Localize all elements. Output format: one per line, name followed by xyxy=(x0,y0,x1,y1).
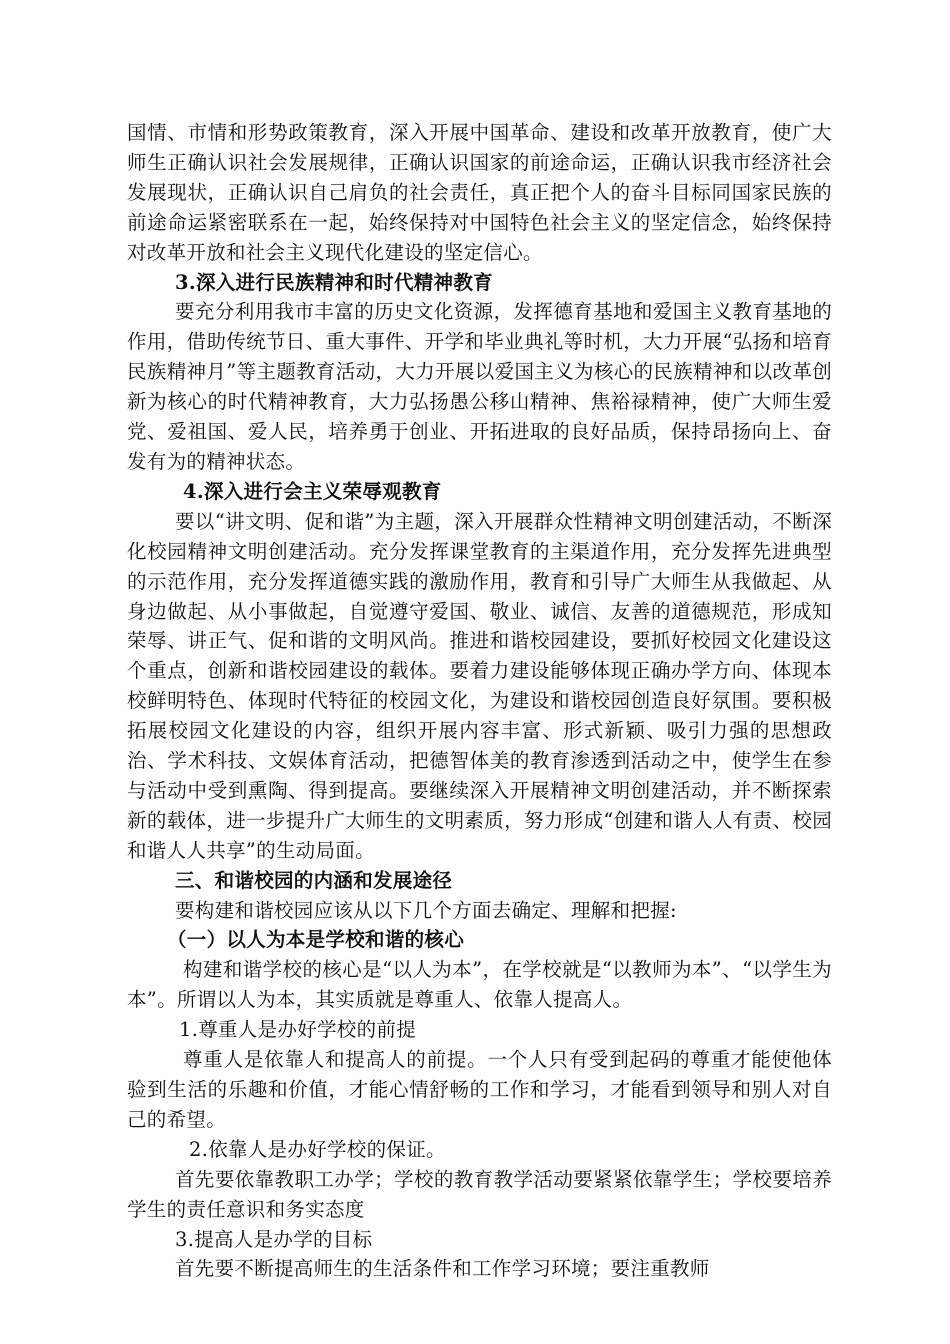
subheading-rely-on-people: 2.依靠人是办好学校的保证。 xyxy=(189,1137,446,1161)
paragraph-intro-aspects: 要构建和谐校园应该从以下几个方面去确定、理解和把握: xyxy=(175,898,677,922)
paragraph-respect-people: 尊重人是依靠人和提高人的前提。一个人只有受到起码的尊重才能使他体验到生活的乐趣和价值，才能心情舒畅的工作和学习，才能看到领导和别人对自己的希望。 xyxy=(127,1048,832,1131)
subchapter-heading-people-oriented: （一）以人为本是学校和谐的核心 xyxy=(167,928,465,952)
paragraph-rely-on-people: 首先要依靠教职工办学；学校的教育教学活动要紧紧依靠学生；学校要培养学生的责任意识和务实态度 xyxy=(127,1167,832,1221)
section-heading-national-spirit: 3.深入进行民族精神和时代精神教育 xyxy=(175,270,493,294)
paragraph-patriotic-education: 国情、市情和形势政策教育，深入开展中国革命、建设和改革开放教育，使广大师生正确认识社会发展规律，正确认识国家的前途命运，正确认识我市经济社会发展现状，正确认识自己肩负的社会责任，真正把个人的奋斗目标同国家民族的前途命运紧密联系在一起，始终保持对中国特色社会主义的坚定信念，始终保持对改革开放和社会主义现代化建设的坚定信心。 xyxy=(127,121,832,264)
paragraph-people-oriented: 构建和谐学校的核心是“以人为本”，在学校就是“以教师为本”、“以学生为本”。所谓以人为本，其实质就是尊重人、依靠人提高人。 xyxy=(127,958,832,1012)
paragraph-civilization-campaign: 要以“讲文明、促和谐”为主题，深入开展群众性精神文明创建活动，不断深化校园精神文明创建活动。充分发挥课堂教育的主渠道作用，充分发挥先进典型的示范作用，充分发挥道德实践的激励作用，教育和引导广大师生从我做起、从身边做起、从小事做起，自觉遵守爱国、敬业、诚信、友善的道德规范，形成知荣辱、讲正气、促和谐的文明风尚。推进和谐校园建设，要抓好校园文化建设这个重点，创新和谐校园建设的载体。要着力建设能够体现正确办学方向、体现本校鲜明特色、体现时代特征的校园文化，为建设和谐校园创造良好氛围。要积极拓展校园文化建设的内容，组织开展内容丰富、形式新颖、吸引力强的思想政治、学术科技、文娱体育活动，把德智体美的教育渗透到活动之中，使学生在参与活动中受到熏陶、得到提高。要继续深入开展精神文明创建活动，并不断探索新的载体，进一步提升广大师生的文明素质，努力形成“创建和谐人人有责、校园和谐人人共享”的生动局面。 xyxy=(127,509,832,862)
subheading-improve-people: 3.提高人是办学的目标 xyxy=(175,1227,373,1251)
chapter-heading-harmonious-campus: 三、和谐校园的内涵和发展途径 xyxy=(175,868,453,892)
paragraph-improve-people: 首先要不断提高师生的生活条件和工作学习环境；要注重教师 xyxy=(175,1257,710,1281)
paragraph-national-spirit: 要充分利用我市丰富的历史文化资源，发挥德育基地和爱国主义教育基地的作用，借助传统节日、重大事件、开学和毕业典礼等时机，大力开展“弘扬和培育民族精神月”等主题教育活动，大力开展以爱国主义为核心的民族精神和以改革创新为核心的时代精神教育，大力弘扬愚公移山精神、焦裕禄精神，使广大师生爱党、爱祖国、爱人民，培养勇于创业、开拓进取的良好品质，保持昂扬向上、奋发有为的精神状态。 xyxy=(127,300,832,473)
document-body xyxy=(127,118,832,1284)
section-heading-honor-disgrace: 4.深入进行会主义荣辱观教育 xyxy=(183,479,442,503)
subheading-respect-people: 1.尊重人是办好学校的前提 xyxy=(179,1018,417,1042)
